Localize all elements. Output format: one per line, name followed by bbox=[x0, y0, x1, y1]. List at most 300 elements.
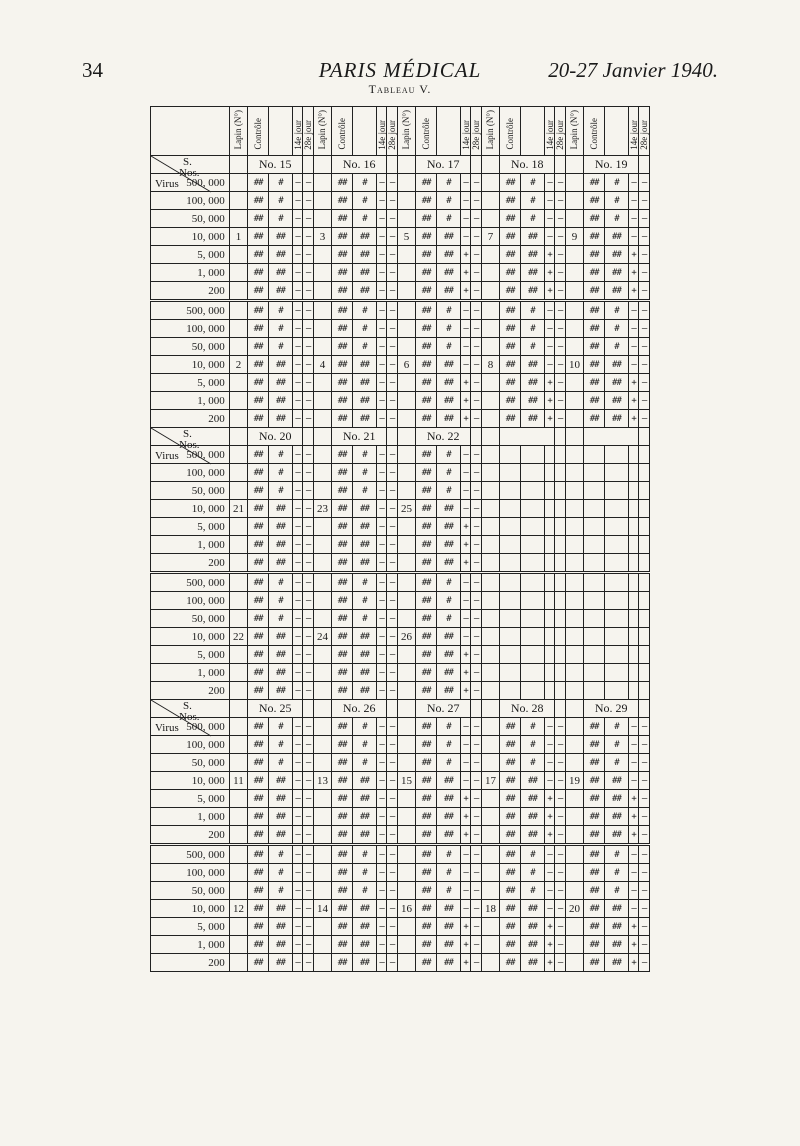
rabbit-number bbox=[565, 264, 583, 282]
control-mark: ## bbox=[332, 264, 353, 282]
day28-mark: — bbox=[303, 826, 314, 845]
rabbit-number bbox=[229, 210, 247, 228]
result-mark: # bbox=[437, 192, 461, 210]
control-mark: ## bbox=[584, 772, 605, 790]
virus-dose: 50, 000 bbox=[151, 482, 230, 500]
rabbit-number bbox=[397, 718, 415, 736]
day14-mark: — bbox=[376, 356, 387, 374]
result-mark bbox=[521, 482, 545, 500]
serum-label: No. 29 bbox=[584, 700, 639, 718]
rabbit-number bbox=[397, 664, 415, 682]
result-mark: # bbox=[605, 210, 629, 228]
day28-mark: — bbox=[303, 864, 314, 882]
result-mark: ## bbox=[353, 900, 377, 918]
control-mark: ## bbox=[416, 592, 437, 610]
virus-dose: 500, 000 bbox=[151, 301, 230, 320]
day14-mark: — bbox=[376, 210, 387, 228]
control-mark bbox=[500, 536, 521, 554]
day28-mark: — bbox=[471, 610, 482, 628]
control-mark: ## bbox=[584, 790, 605, 808]
control-mark: ## bbox=[332, 374, 353, 392]
rabbit-number bbox=[229, 573, 247, 592]
day28-mark: — bbox=[555, 736, 566, 754]
control-mark bbox=[500, 482, 521, 500]
day14-mark: — bbox=[460, 845, 471, 864]
day14-mark bbox=[544, 682, 555, 700]
day14-mark: — bbox=[460, 610, 471, 628]
result-mark: ## bbox=[605, 954, 629, 972]
result-mark: ## bbox=[521, 772, 545, 790]
column-header bbox=[544, 107, 555, 156]
result-mark: # bbox=[269, 446, 293, 464]
control-mark bbox=[584, 446, 605, 464]
control-mark bbox=[500, 446, 521, 464]
day28-mark: — bbox=[303, 356, 314, 374]
column-header bbox=[460, 107, 471, 156]
day28-mark: — bbox=[387, 718, 398, 736]
day14-mark: — bbox=[292, 864, 303, 882]
journal-title: PARIS MÉDICAL bbox=[318, 58, 482, 82]
day28-mark: — bbox=[387, 628, 398, 646]
rabbit-number bbox=[481, 464, 499, 482]
spacer-cell bbox=[565, 428, 583, 446]
rabbit-number bbox=[397, 482, 415, 500]
rabbit-number bbox=[313, 374, 331, 392]
rabbit-number bbox=[229, 826, 247, 845]
control-mark: ## bbox=[332, 864, 353, 882]
rabbit-number bbox=[313, 845, 331, 864]
control-mark: ## bbox=[500, 338, 521, 356]
control-mark: ## bbox=[500, 754, 521, 772]
day14-mark bbox=[544, 628, 555, 646]
day28-mark: — bbox=[303, 482, 314, 500]
day28-mark: — bbox=[471, 464, 482, 482]
rabbit-number bbox=[313, 573, 331, 592]
virus-dose: 200 bbox=[151, 826, 230, 845]
rabbit-number bbox=[229, 282, 247, 301]
day14-mark bbox=[628, 682, 639, 700]
rabbit-number bbox=[565, 864, 583, 882]
rabbit-number: 21 bbox=[229, 500, 247, 518]
day28-mark: — bbox=[471, 282, 482, 301]
rabbit-number bbox=[313, 918, 331, 936]
rabbit-number bbox=[229, 954, 247, 972]
control-mark: ## bbox=[248, 845, 269, 864]
rabbit-number bbox=[229, 320, 247, 338]
day28-mark: — bbox=[303, 936, 314, 954]
column-header bbox=[416, 107, 437, 156]
result-mark bbox=[605, 464, 629, 482]
control-mark: ## bbox=[332, 882, 353, 900]
control-mark: ## bbox=[332, 282, 353, 301]
day14-mark: — bbox=[376, 192, 387, 210]
control-mark: ## bbox=[500, 374, 521, 392]
result-mark: ## bbox=[353, 356, 377, 374]
day14-mark bbox=[544, 482, 555, 500]
result-mark: ## bbox=[353, 918, 377, 936]
day14-mark: — bbox=[376, 826, 387, 845]
result-mark: # bbox=[605, 718, 629, 736]
day28-mark: — bbox=[555, 936, 566, 954]
day14-mark bbox=[628, 573, 639, 592]
result-mark: ## bbox=[269, 664, 293, 682]
rabbit-number bbox=[397, 936, 415, 954]
result-mark: ## bbox=[605, 356, 629, 374]
day14-mark bbox=[628, 500, 639, 518]
control-mark: ## bbox=[584, 282, 605, 301]
day28-mark bbox=[555, 554, 566, 573]
day28-mark: — bbox=[387, 338, 398, 356]
rabbit-number bbox=[313, 338, 331, 356]
day28-mark: — bbox=[639, 808, 650, 826]
day28-mark: — bbox=[303, 210, 314, 228]
rabbit-number bbox=[481, 808, 499, 826]
day14-mark: — bbox=[376, 482, 387, 500]
rabbit-number bbox=[565, 682, 583, 700]
rabbit-number bbox=[397, 536, 415, 554]
rabbit-number bbox=[481, 554, 499, 573]
control-mark: ## bbox=[416, 718, 437, 736]
rabbit-number bbox=[481, 264, 499, 282]
control-mark: ## bbox=[332, 772, 353, 790]
day14-mark: — bbox=[460, 320, 471, 338]
issue-date: 20-27 Janvier 1940. bbox=[548, 58, 718, 82]
day28-mark: — bbox=[471, 210, 482, 228]
rabbit-number: 1 bbox=[229, 228, 247, 246]
result-mark: ## bbox=[437, 826, 461, 845]
column-label: Lapin (N°) bbox=[401, 110, 412, 150]
day14-mark bbox=[628, 464, 639, 482]
rabbit-number bbox=[565, 392, 583, 410]
day14-mark: + bbox=[544, 246, 555, 264]
day14-mark: — bbox=[292, 464, 303, 482]
day28-mark: — bbox=[387, 554, 398, 573]
column-label: Contrôle bbox=[505, 117, 516, 150]
rabbit-number bbox=[397, 592, 415, 610]
control-mark: ## bbox=[416, 392, 437, 410]
control-mark: ## bbox=[416, 374, 437, 392]
rabbit-number bbox=[481, 446, 499, 464]
day28-mark bbox=[639, 682, 650, 700]
rabbit-number bbox=[565, 882, 583, 900]
result-mark bbox=[605, 518, 629, 536]
result-mark: ## bbox=[521, 826, 545, 845]
result-mark: ## bbox=[521, 228, 545, 246]
result-mark: # bbox=[521, 882, 545, 900]
result-mark: ## bbox=[353, 410, 377, 428]
day14-mark: — bbox=[460, 718, 471, 736]
day14-mark: — bbox=[628, 356, 639, 374]
day14-mark: + bbox=[628, 282, 639, 301]
virus-dose: 1, 000 bbox=[151, 664, 230, 682]
control-mark: ## bbox=[416, 338, 437, 356]
corner-s: S. bbox=[183, 700, 192, 713]
rabbit-number bbox=[313, 882, 331, 900]
rabbit-number bbox=[229, 374, 247, 392]
spacer-cell bbox=[229, 700, 247, 718]
control-mark bbox=[584, 646, 605, 664]
column-label: 28e jour bbox=[639, 119, 650, 150]
day28-mark: — bbox=[303, 320, 314, 338]
rabbit-number bbox=[565, 826, 583, 845]
result-mark: # bbox=[437, 610, 461, 628]
virus-dose: 5, 000 bbox=[151, 374, 230, 392]
column-label: Contrôle bbox=[337, 117, 348, 150]
rabbit-number bbox=[481, 210, 499, 228]
serum-label: No. 20 bbox=[248, 428, 303, 446]
virus-dose: 5, 000 bbox=[151, 646, 230, 664]
day14-mark: — bbox=[460, 356, 471, 374]
day14-mark: — bbox=[544, 356, 555, 374]
result-mark bbox=[521, 446, 545, 464]
day14-mark: — bbox=[544, 174, 555, 192]
column-label: Lapin (N°) bbox=[233, 110, 244, 150]
column-label: 28e jour bbox=[387, 119, 398, 150]
rabbit-number bbox=[229, 410, 247, 428]
day14-mark: — bbox=[292, 282, 303, 301]
rabbit-number bbox=[565, 446, 583, 464]
control-mark: ## bbox=[248, 246, 269, 264]
rabbit-number bbox=[481, 790, 499, 808]
control-mark: ## bbox=[416, 954, 437, 972]
result-mark: # bbox=[437, 338, 461, 356]
day14-mark: — bbox=[292, 174, 303, 192]
day28-mark: — bbox=[303, 754, 314, 772]
day28-mark: — bbox=[639, 282, 650, 301]
day28-mark: — bbox=[387, 936, 398, 954]
column-label: 14e jour bbox=[628, 119, 639, 150]
rabbit-number bbox=[397, 646, 415, 664]
control-mark: ## bbox=[500, 210, 521, 228]
corner-nos: Nos. bbox=[179, 439, 200, 452]
rabbit-number bbox=[313, 592, 331, 610]
result-mark bbox=[605, 536, 629, 554]
control-mark: ## bbox=[248, 900, 269, 918]
day14-mark bbox=[544, 592, 555, 610]
result-mark: ## bbox=[353, 536, 377, 554]
result-mark: ## bbox=[437, 228, 461, 246]
control-mark: ## bbox=[500, 356, 521, 374]
day28-mark: — bbox=[387, 374, 398, 392]
spacer-cell bbox=[481, 428, 499, 446]
day28-mark: — bbox=[387, 573, 398, 592]
day14-mark: — bbox=[544, 864, 555, 882]
control-mark bbox=[500, 554, 521, 573]
result-mark: ## bbox=[521, 392, 545, 410]
rabbit-number bbox=[481, 518, 499, 536]
control-mark bbox=[584, 682, 605, 700]
result-mark bbox=[521, 536, 545, 554]
day14-mark: — bbox=[376, 845, 387, 864]
rabbit-number bbox=[565, 918, 583, 936]
result-mark: # bbox=[269, 718, 293, 736]
control-mark: ## bbox=[416, 282, 437, 301]
day14-mark bbox=[628, 536, 639, 554]
day14-mark bbox=[628, 628, 639, 646]
spacer-cell bbox=[397, 428, 415, 446]
result-mark: ## bbox=[353, 772, 377, 790]
rabbit-number bbox=[229, 554, 247, 573]
control-mark: ## bbox=[584, 320, 605, 338]
virus-dose: 200 bbox=[151, 954, 230, 972]
rabbit-number: 14 bbox=[313, 900, 331, 918]
rabbit-number bbox=[313, 864, 331, 882]
day14-mark: — bbox=[544, 192, 555, 210]
control-mark: ## bbox=[416, 264, 437, 282]
day28-mark: — bbox=[387, 826, 398, 845]
day14-mark: + bbox=[460, 536, 471, 554]
day14-mark: + bbox=[544, 374, 555, 392]
result-mark: # bbox=[605, 845, 629, 864]
virus-dose: 1, 000 bbox=[151, 264, 230, 282]
result-mark: ## bbox=[521, 954, 545, 972]
rabbit-number: 22 bbox=[229, 628, 247, 646]
result-mark: ## bbox=[269, 900, 293, 918]
day14-mark: + bbox=[460, 646, 471, 664]
result-mark: ## bbox=[437, 518, 461, 536]
rabbit-number bbox=[565, 192, 583, 210]
virus-dose: 200 bbox=[151, 554, 230, 573]
control-mark: ## bbox=[332, 628, 353, 646]
result-mark: # bbox=[269, 210, 293, 228]
virus-dose: 50, 000 bbox=[151, 754, 230, 772]
control-mark: ## bbox=[332, 936, 353, 954]
column-header bbox=[639, 107, 650, 156]
rabbit-number bbox=[481, 664, 499, 682]
control-mark: ## bbox=[584, 228, 605, 246]
rabbit-number: 4 bbox=[313, 356, 331, 374]
day14-mark: — bbox=[628, 174, 639, 192]
control-mark: ## bbox=[248, 646, 269, 664]
spacer-cell bbox=[229, 156, 247, 174]
page-number: 34 bbox=[82, 58, 103, 82]
control-mark: ## bbox=[584, 918, 605, 936]
control-mark: ## bbox=[248, 446, 269, 464]
day14-mark: — bbox=[376, 954, 387, 972]
column-label: 14e jour bbox=[544, 119, 555, 150]
day28-mark: — bbox=[303, 410, 314, 428]
column-header bbox=[565, 107, 583, 156]
result-mark: ## bbox=[353, 664, 377, 682]
result-mark: # bbox=[605, 192, 629, 210]
result-mark: ## bbox=[437, 554, 461, 573]
result-mark: ## bbox=[269, 954, 293, 972]
day14-mark bbox=[544, 646, 555, 664]
rabbit-number bbox=[229, 338, 247, 356]
result-mark: ## bbox=[521, 282, 545, 301]
rabbit-number bbox=[481, 374, 499, 392]
result-mark: # bbox=[521, 864, 545, 882]
result-mark: ## bbox=[269, 264, 293, 282]
control-mark: ## bbox=[584, 410, 605, 428]
result-mark bbox=[521, 592, 545, 610]
day28-mark: — bbox=[387, 282, 398, 301]
corner-s: S. bbox=[183, 156, 192, 169]
rabbit-number bbox=[397, 845, 415, 864]
control-mark: ## bbox=[416, 610, 437, 628]
control-mark: ## bbox=[332, 554, 353, 573]
result-mark: ## bbox=[605, 790, 629, 808]
result-mark: # bbox=[437, 446, 461, 464]
result-mark: ## bbox=[353, 790, 377, 808]
rabbit-number bbox=[565, 936, 583, 954]
control-mark: ## bbox=[248, 772, 269, 790]
day28-mark: — bbox=[639, 882, 650, 900]
control-mark: ## bbox=[416, 500, 437, 518]
day28-mark bbox=[555, 500, 566, 518]
control-mark: ## bbox=[332, 918, 353, 936]
virus-dose: 500, 000 bbox=[151, 446, 230, 464]
day14-mark bbox=[544, 536, 555, 554]
control-mark: ## bbox=[500, 918, 521, 936]
control-mark: ## bbox=[500, 772, 521, 790]
result-mark: ## bbox=[269, 790, 293, 808]
day28-mark: — bbox=[471, 536, 482, 554]
day28-mark: — bbox=[471, 301, 482, 320]
result-mark: ## bbox=[437, 356, 461, 374]
day14-mark: — bbox=[292, 410, 303, 428]
rabbit-number bbox=[481, 646, 499, 664]
day14-mark: — bbox=[292, 392, 303, 410]
day28-mark: — bbox=[555, 882, 566, 900]
day28-mark: — bbox=[387, 646, 398, 664]
day28-mark bbox=[639, 500, 650, 518]
day28-mark: — bbox=[555, 320, 566, 338]
day14-mark: — bbox=[376, 536, 387, 554]
day28-mark: — bbox=[387, 536, 398, 554]
day14-mark: + bbox=[628, 808, 639, 826]
result-mark: # bbox=[269, 482, 293, 500]
result-mark: ## bbox=[353, 826, 377, 845]
rabbit-number bbox=[481, 936, 499, 954]
day28-mark: — bbox=[555, 754, 566, 772]
day28-mark: — bbox=[555, 954, 566, 972]
virus-dose: 100, 000 bbox=[151, 320, 230, 338]
virus-dose: 5, 000 bbox=[151, 790, 230, 808]
result-mark: ## bbox=[269, 772, 293, 790]
rabbit-number bbox=[397, 338, 415, 356]
day14-mark: — bbox=[376, 264, 387, 282]
result-mark: ## bbox=[269, 410, 293, 428]
rabbit-number bbox=[313, 826, 331, 845]
day28-mark: — bbox=[471, 320, 482, 338]
day14-mark: — bbox=[376, 320, 387, 338]
day14-mark: + bbox=[460, 790, 471, 808]
table-title: Tableau V. bbox=[368, 82, 432, 96]
result-mark: # bbox=[521, 301, 545, 320]
rabbit-number bbox=[481, 301, 499, 320]
virus-dose: 100, 000 bbox=[151, 736, 230, 754]
control-mark: ## bbox=[416, 573, 437, 592]
day28-mark bbox=[639, 446, 650, 464]
day14-mark: — bbox=[544, 320, 555, 338]
result-mark: ## bbox=[605, 808, 629, 826]
result-mark bbox=[605, 592, 629, 610]
result-mark: # bbox=[353, 210, 377, 228]
spacer-cell bbox=[229, 428, 247, 446]
day28-mark: — bbox=[387, 210, 398, 228]
day14-mark: + bbox=[544, 410, 555, 428]
result-mark: ## bbox=[437, 900, 461, 918]
result-mark: # bbox=[269, 573, 293, 592]
rabbit-number bbox=[229, 736, 247, 754]
result-mark: # bbox=[269, 736, 293, 754]
day28-mark: — bbox=[303, 554, 314, 573]
corner-virus: Virus bbox=[155, 450, 179, 463]
day28-mark bbox=[555, 464, 566, 482]
day28-mark: — bbox=[471, 246, 482, 264]
day14-mark: — bbox=[460, 446, 471, 464]
